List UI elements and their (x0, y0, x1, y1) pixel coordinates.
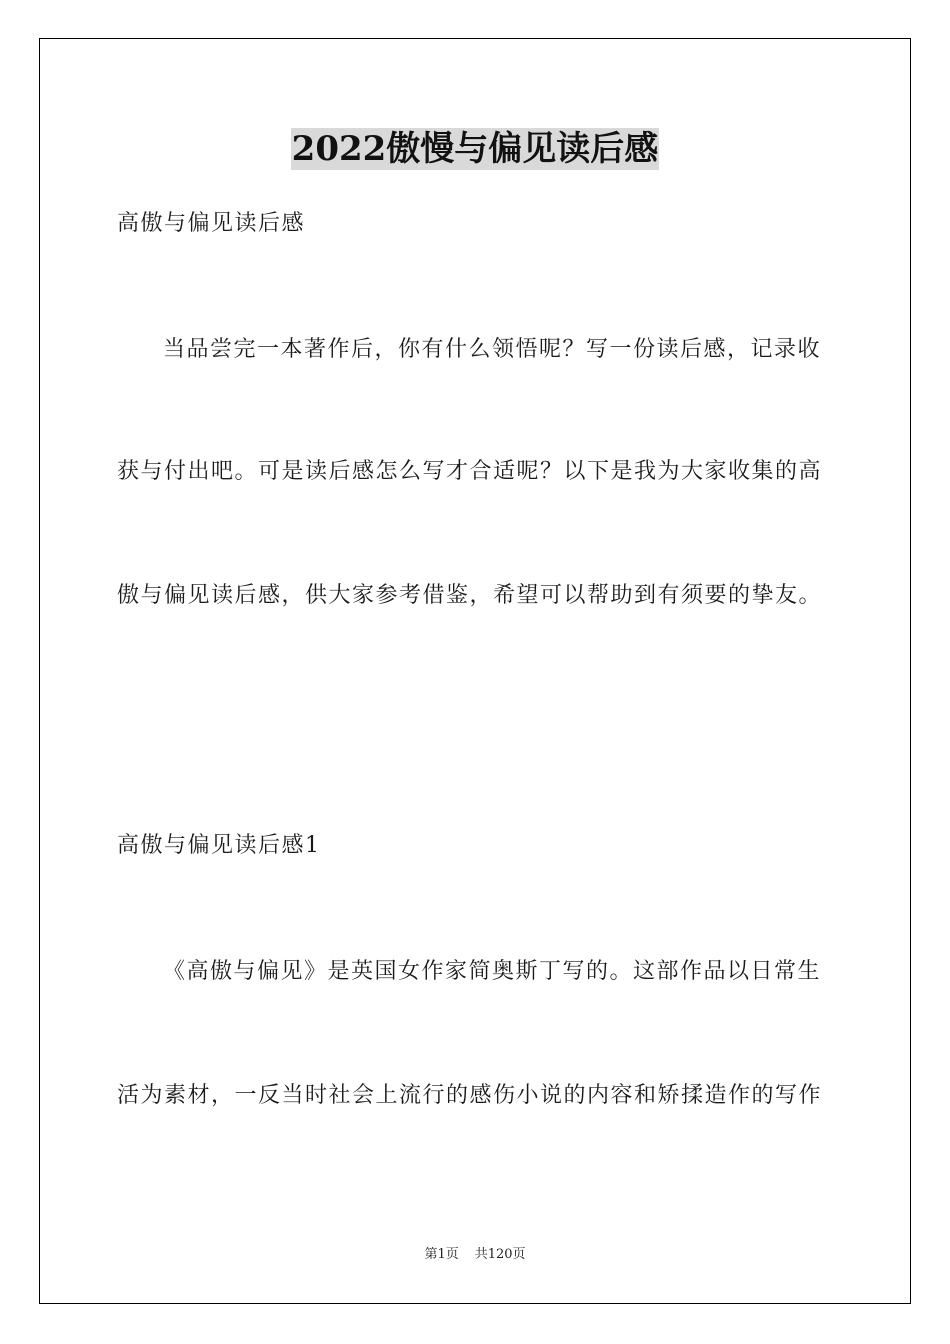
intro-line-3: 傲与偏见读后感，供大家参考借鉴，希望可以帮助到有须要的挚友。 (117, 583, 823, 608)
page-number: 第1页 (424, 1247, 459, 1262)
section-heading-1: 高傲与偏见读后感1 (117, 833, 321, 858)
section-heading: 高傲与偏见读后感 (117, 211, 306, 236)
document-title (0, 128, 950, 170)
page-footer (0, 1246, 950, 1264)
intro-line-2: 获与付出吧。可是读后感怎么写才合适呢？以下是我为大家收集的高 (117, 459, 823, 484)
body-line-1: 《高傲与偏见》是英国女作家简奥斯丁写的。这部作品以日常生 (163, 959, 822, 984)
body-line-2: 活为素材，一反当时社会上流行的感伤小说的内容和矫揉造作的写作 (117, 1083, 823, 1108)
page-total: 共120页 (474, 1247, 526, 1262)
intro-line-1: 当品尝完一本著作后，你有什么领悟呢？写一份读后感，记录收 (163, 337, 822, 362)
document-title-text: 2022傲慢与偏见读后感 (291, 129, 659, 169)
